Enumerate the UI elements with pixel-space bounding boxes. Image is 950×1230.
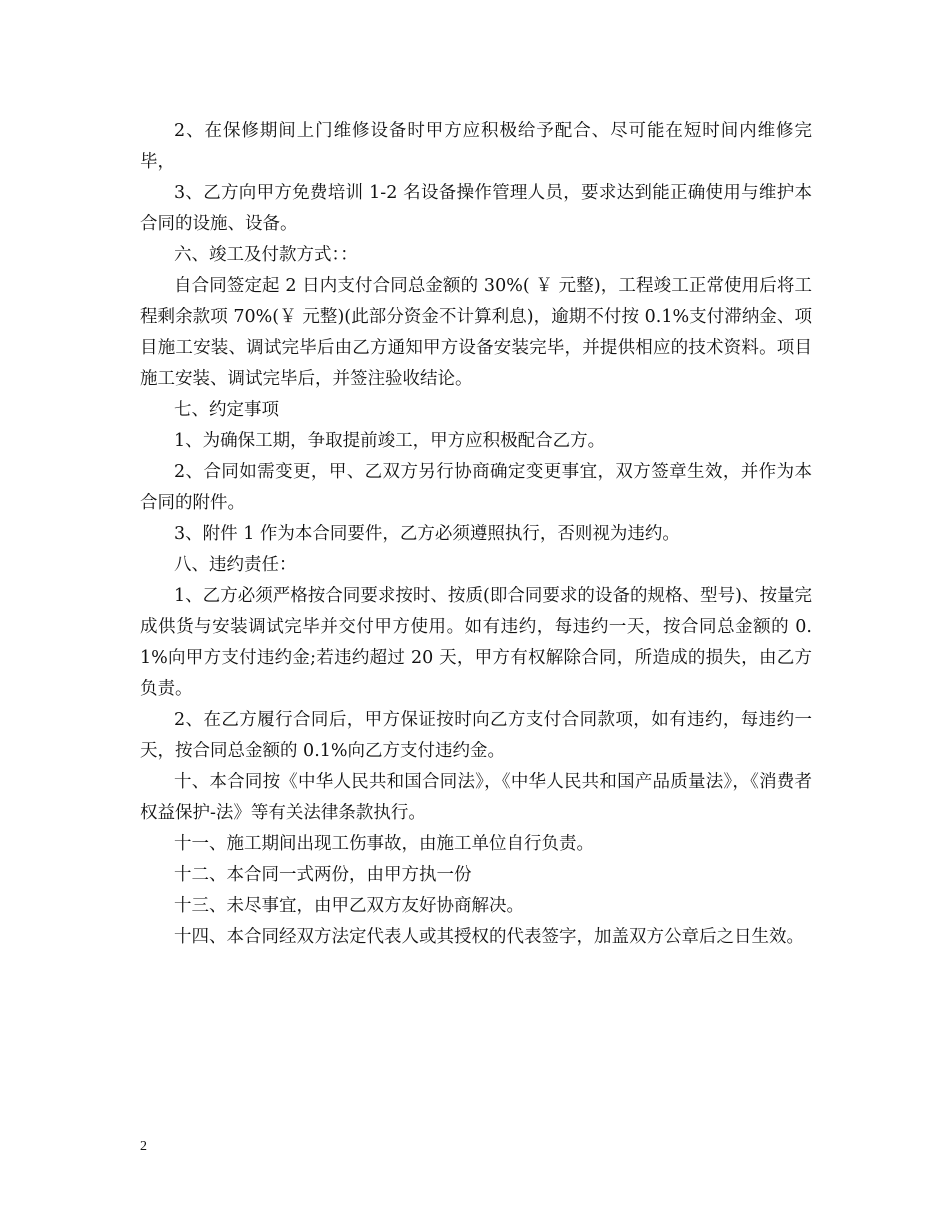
paragraph-free-training: 3、乙方向甲方免费培训 1-2 名设备操作管理人员，要求达到能正确使用与维护本合同的设施、设备。 [140,183,812,234]
paragraph-schedule-cooperation: 1、为确保工期，争取提前竣工，甲方应积极配合乙方。 [174,431,606,451]
paragraph-work-injury: 十一、施工期间出现工伤事故，由施工单位自行负责。 [174,834,594,854]
section-heading-completion-payment: 六、竣工及付款方式：： [174,245,358,265]
paragraph-effectiveness: 十四、本合同经双方法定代表人或其授权的代表签字，加盖双方公章后之日生效。 [174,927,804,947]
contract-body [140,116,812,953]
paragraph-party-b-breach: 1、乙方必须严格按合同要求按时、按质(即合同要求的设备的规格、型号)、按量完成供货与安装调试完毕并交付甲方使用。如有违约，每违约一天，按合同总金额的 0.1%向甲方支付违约金;若违约超过 20 天，甲方有权解除合同，所造成的损失，由乙方负责。 [140,586,812,699]
paragraph-party-a-breach: 2、在乙方履行合同后，甲方保证按时向乙方支付合同款项，如有违约，每违约一天，按合同总金额的 0.1%向乙方支付违约金。 [140,710,812,761]
paragraph-contract-changes: 2、合同如需变更，甲、乙双方另行协商确定变更事宜，双方签章生效，并作为本合同的附件。 [140,462,812,513]
paragraph-attachment-requirement: 3、附件 1 作为本合同要件，乙方必须遵照执行，否则视为违约。 [174,524,680,544]
section-heading-breach-liability: 八、违约责任： [174,555,297,575]
paragraph-payment-terms: 自合同签定起 2 日内支付合同总金额的 30%( ￥ 元整)，工程竣工正常使用后将工程剩余款项 70%(￥ 元整)(此部分资金不计算利息)，逾期不付按 0.1%支付滞纳金、项目施工安装、调试完毕后由乙方通知甲方设备安装完毕，并提供相应的技术资料。项目施工安装、调试完毕后，并签注验收结论。 [140,276,812,389]
paragraph-copies: 十二、本合同一式两份，由甲方执一份 [174,865,472,885]
page-number: 2 [140,1139,147,1154]
section-heading-agreed-matters: 七、约定事项 [174,400,279,420]
paragraph-maintenance-cooperation: 2、在保修期间上门维修设备时甲方应积极给予配合、尽可能在短时间内维修完毕， [140,121,812,172]
paragraph-governing-law: 十、本合同按《中华人民共和国合同法》，《中华人民共和国产品质量法》，《消费者权益保护-法》等有关法律条款执行。 [140,772,812,823]
paragraph-unresolved-matters: 十三、未尽事宜，由甲乙双方友好协商解决。 [174,896,524,916]
